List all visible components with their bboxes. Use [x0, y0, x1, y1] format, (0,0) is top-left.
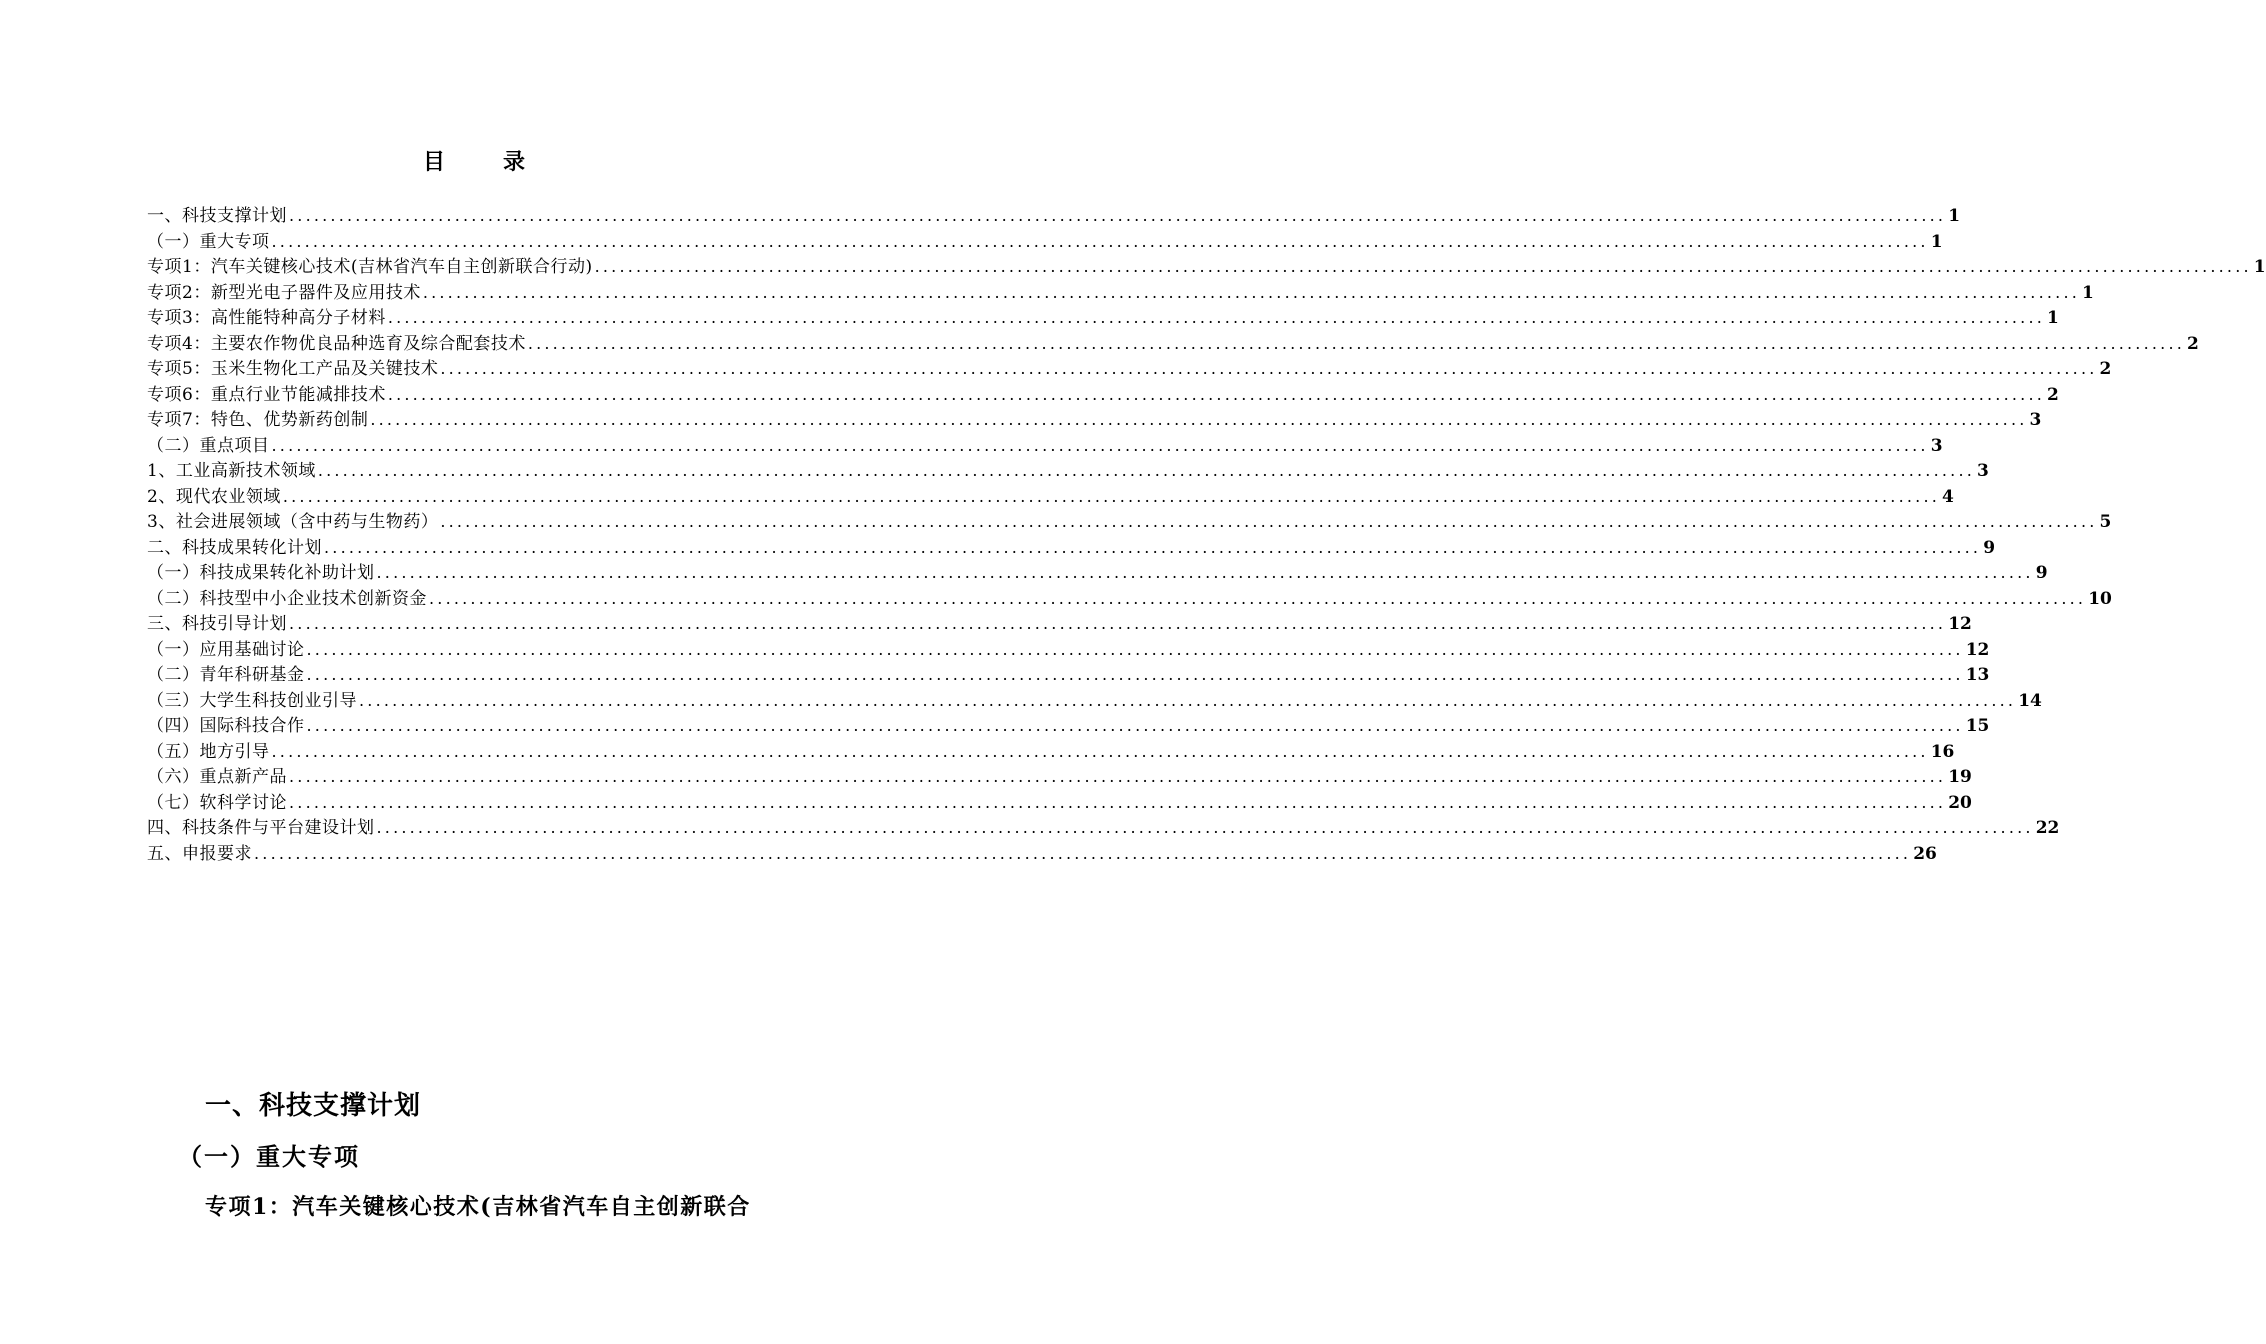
- toc-entry-page: 20: [1948, 792, 1972, 813]
- toc-entry-label: （四）国际科技合作: [147, 716, 305, 736]
- toc-title: [0, 145, 950, 176]
- toc-dot-leader: ........................................................................................................................................................................................................: [289, 792, 1947, 812]
- toc-entry-label: （一）科技成果转化补助计划: [147, 563, 375, 583]
- toc-entry[interactable]: [147, 356, 2112, 382]
- toc-dot-leader: ........................................................................................................................................................................................................: [440, 359, 2098, 378]
- toc-entry-page: 3: [2029, 410, 2042, 430]
- toc-dot-leader: ........................................................................................................................................................................................................: [594, 257, 2252, 276]
- toc-entry[interactable]: [147, 560, 2048, 586]
- toc-entry-label: 五、申报要求: [147, 843, 252, 864]
- toc-entry[interactable]: [147, 637, 1990, 663]
- toc-entry-label: （二）重点项目: [147, 435, 270, 456]
- toc-entry[interactable]: [147, 662, 1990, 688]
- toc-entry[interactable]: [147, 382, 2059, 408]
- toc-entry-label: 专项3：高性能特种高分子材料: [147, 308, 386, 328]
- toc-entry[interactable]: [147, 739, 1955, 765]
- toc-entry[interactable]: [147, 790, 1972, 816]
- toc-entry[interactable]: [147, 280, 2094, 306]
- toc-dot-leader: ........................................................................................................................................................................................................: [387, 308, 2046, 327]
- toc-dot-leader: ........................................................................................................................................................................................................: [271, 435, 1929, 455]
- toc-entry-page: 12: [1948, 614, 1972, 634]
- toc-entry-label: 专项4：主要农作物优良品种选育及综合配套技术: [147, 333, 526, 354]
- toc-entry-label: 专项1：汽车关键核心技术(吉林省汽车自主创新联合行动): [147, 257, 593, 277]
- toc-entry-page: 22: [2035, 818, 2060, 838]
- toc-entry-page: 4: [1942, 486, 1954, 507]
- toc-dot-leader: ........................................................................................................................................................................................................: [271, 231, 1929, 251]
- toc-title-left: 目: [422, 149, 447, 175]
- toc-entry[interactable]: [147, 458, 1989, 484]
- section-heading-1: 一、科技支撑计划: [205, 1091, 422, 1121]
- toc-entry[interactable]: [147, 254, 2266, 280]
- toc-entry-label: （二）科技型中小企业技术创新资金: [147, 588, 427, 609]
- toc-entry[interactable]: [147, 815, 2060, 841]
- section-heading-2: （一）重大专项: [178, 1142, 360, 1171]
- toc-entry-page: 1: [2047, 308, 2059, 328]
- toc-entry-label: （三）大学生科技创业引导: [147, 690, 357, 711]
- toc-entry-label: 专项7：特色、优势新药创制: [147, 410, 369, 430]
- toc-dot-leader: ........................................................................................................................................................................................................: [429, 588, 2087, 608]
- toc-entry-label: （二）青年科研基金: [147, 665, 305, 685]
- toc-entry-page: 14: [2018, 690, 2042, 711]
- toc-entry[interactable]: [147, 509, 2112, 535]
- toc-entry[interactable]: [147, 433, 1943, 459]
- toc-entry-page: 1: [2253, 257, 2266, 277]
- toc-title-right: 录: [503, 149, 528, 175]
- toc-dot-leader: ........................................................................................................................................................................................................: [359, 690, 2017, 710]
- toc-dot-leader: ........................................................................................................................................................................................................: [282, 486, 1941, 506]
- toc-entry[interactable]: [147, 331, 2199, 357]
- toc-entry-label: 二、科技成果转化计划: [147, 537, 322, 558]
- toc-entry-page: 3: [1977, 461, 1989, 481]
- toc-entry-page: 9: [1983, 537, 1996, 558]
- toc-entry-label: （一）应用基础讨论: [147, 639, 305, 660]
- toc-entry[interactable]: [147, 203, 1961, 229]
- toc-entry-page: 2: [2047, 384, 2059, 405]
- toc-entry[interactable]: [147, 407, 2042, 433]
- toc-dot-leader: ........................................................................................................................................................................................................: [289, 614, 1947, 633]
- toc-dot-leader: ........................................................................................................................................................................................................: [422, 282, 2081, 302]
- toc-entry[interactable]: [147, 764, 1972, 790]
- toc-entry-page: 9: [2035, 563, 2048, 583]
- toc-entry[interactable]: [147, 229, 1943, 255]
- toc-entry[interactable]: [147, 611, 1972, 637]
- toc-entry-page: 12: [1965, 639, 1990, 660]
- section-heading-3: 专项1：汽车关键核心技术(吉林省汽车自主创新联合: [205, 1194, 751, 1220]
- toc-entry-page: 1: [1948, 206, 1961, 226]
- toc-entry-page: 10: [2088, 588, 2112, 609]
- toc-entry-page: 2: [2099, 359, 2112, 379]
- toc-entry-label: 3、社会进展领域（含中药与生物药）: [147, 512, 439, 532]
- toc-dot-leader: ........................................................................................................................................................................................................: [387, 384, 2046, 404]
- toc-entry-label: 专项5：玉米生物化工产品及关键技术: [147, 359, 439, 379]
- toc-dot-leader: ........................................................................................................................................................................................................: [306, 639, 1964, 659]
- toc-dot-leader: ........................................................................................................................................................................................................: [376, 818, 2034, 837]
- toc-dot-leader: ........................................................................................................................................................................................................: [289, 206, 1947, 225]
- toc-dot-leader: ........................................................................................................................................................................................................: [289, 767, 1947, 786]
- toc-dot-leader: ........................................................................................................................................................................................................: [254, 843, 1912, 863]
- toc-entry[interactable]: [147, 305, 2059, 331]
- toc-entry-label: （五）地方引导: [147, 741, 270, 762]
- table-of-contents: [147, 203, 2266, 866]
- toc-entry-label: 专项6：重点行业节能减排技术: [147, 384, 386, 405]
- toc-entry-label: （七）软科学讨论: [147, 792, 287, 813]
- toc-entry-page: 15: [1965, 716, 1990, 736]
- toc-entry-label: 1、工业高新技术领域: [147, 461, 316, 481]
- toc-dot-leader: ........................................................................................................................................................................................................: [324, 537, 1982, 557]
- toc-entry-page: 1: [1930, 231, 1943, 252]
- toc-entry-page: 13: [1965, 665, 1990, 685]
- toc-entry-page: 5: [2099, 512, 2112, 532]
- toc-entry-label: （六）重点新产品: [147, 767, 287, 787]
- toc-entry-page: 1: [2082, 282, 2094, 303]
- toc-entry-label: 一、科技支撑计划: [147, 206, 287, 226]
- toc-entry-label: 2、现代农业领域: [147, 486, 281, 507]
- toc-entry[interactable]: [147, 688, 2042, 714]
- toc-entry[interactable]: [147, 713, 1990, 739]
- toc-entry-page: 19: [1948, 767, 1972, 787]
- toc-entry[interactable]: [147, 484, 1954, 510]
- toc-dot-leader: ........................................................................................................................................................................................................: [306, 716, 1964, 735]
- toc-entry-label: 三、科技引导计划: [147, 614, 287, 634]
- toc-entry-page: 26: [1913, 843, 1937, 864]
- toc-dot-leader: ........................................................................................................................................................................................................: [440, 512, 2098, 531]
- toc-entry[interactable]: [147, 535, 1996, 561]
- toc-entry-page: 2: [2187, 333, 2199, 354]
- toc-entry-label: （一）重大专项: [147, 231, 270, 252]
- toc-entry-label: 专项2：新型光电子器件及应用技术: [147, 282, 421, 303]
- toc-entry-page: 16: [1930, 741, 1955, 762]
- toc-dot-leader: ........................................................................................................................................................................................................: [527, 333, 2186, 353]
- toc-entry-label: 四、科技条件与平台建设计划: [147, 818, 375, 838]
- toc-entry[interactable]: [147, 841, 1937, 867]
- toc-dot-leader: ........................................................................................................................................................................................................: [306, 665, 1964, 684]
- toc-dot-leader: ........................................................................................................................................................................................................: [271, 741, 1929, 761]
- toc-dot-leader: ........................................................................................................................................................................................................: [376, 563, 2034, 582]
- toc-dot-leader: ........................................................................................................................................................................................................: [370, 410, 2028, 429]
- toc-entry[interactable]: [147, 586, 2112, 612]
- toc-dot-leader: ........................................................................................................................................................................................................: [317, 461, 1976, 480]
- toc-entry-page: 3: [1930, 435, 1943, 456]
